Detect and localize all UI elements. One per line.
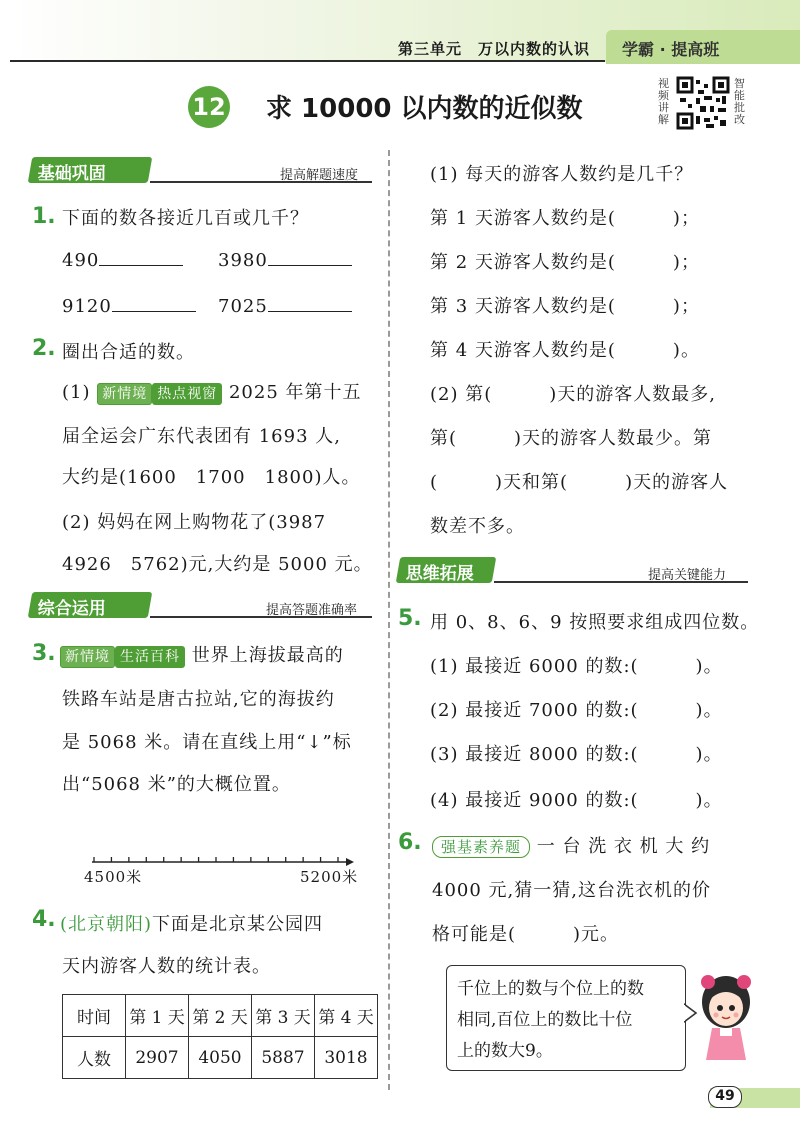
table-cell: 3018 [315, 1037, 378, 1079]
question-line [60, 641, 344, 668]
unit-label: 第三单元 万以内数的认识 [398, 40, 591, 58]
hint-line: 上的数大9。 [457, 1041, 553, 1061]
section-subtitle: 提高解题速度 [280, 168, 359, 183]
table-header: 第 4 天 [315, 995, 378, 1037]
question-text: 世界上海拔最高的 [191, 645, 344, 666]
answer-blank[interactable] [268, 248, 352, 266]
question-number: 1. [32, 204, 56, 229]
table-header: 第 3 天 [252, 995, 315, 1037]
question-text: 用 0、8、6、9 按照要求组成四位数。 [430, 612, 760, 633]
item-value: 3980 [218, 250, 268, 271]
item-value: 490 [62, 250, 100, 271]
table-cell: 5887 [252, 1037, 315, 1079]
question-text: 天内游客人数的统计表。 [62, 956, 271, 977]
section-banner-basic: 基础巩固 [28, 157, 153, 183]
table-header: 第 2 天 [189, 995, 252, 1037]
table-row [63, 995, 378, 1037]
question-text: 圈出合适的数。 [62, 342, 195, 363]
source-label: (北京朝阳) [60, 914, 153, 935]
page-number: 49 [708, 1086, 742, 1108]
tag-hot-topic: 热点视窗 [152, 383, 222, 405]
question-number: 5. [398, 606, 422, 631]
question-line [60, 910, 323, 936]
answer-blank[interactable] [112, 294, 196, 312]
table-header: 时间 [63, 995, 126, 1037]
fill-in-line[interactable]: 第 2 天游客人数约是( )； [430, 252, 700, 273]
lesson-title: 求 10000 以内数的近似数 [266, 94, 583, 124]
axis-start-label: 4500米 [84, 868, 143, 886]
fill-in-line[interactable]: (2) 最接近 7000 的数:( )。 [430, 700, 723, 721]
question-number: 6. [398, 830, 422, 855]
subquestion-line [62, 378, 362, 405]
hint-line: 相同,百位上的数比十位 [457, 1010, 633, 1030]
qr-code-icon[interactable] [676, 76, 730, 130]
question-text: 铁路车站是唐古拉站,它的海拔约 [62, 689, 335, 710]
fill-in-line[interactable]: 第( )天的游客人数最少。第 [430, 428, 713, 449]
item-value: 9120 [62, 296, 112, 317]
section-banner-apply: 综合运用 [28, 592, 153, 618]
table-row-label: 人数 [63, 1037, 126, 1079]
hint-bubble [446, 965, 686, 1071]
subquestion-text: (2) 妈妈在网上购物花了(3987 [62, 512, 327, 533]
question-text: 4000 元,猜一猜,这台洗衣机的价 [432, 880, 711, 901]
fill-in-line[interactable]: (3) 最接近 8000 的数:( )。 [430, 744, 723, 765]
answer-item [218, 248, 352, 271]
fill-in-line[interactable]: 格可能是( )元。 [432, 924, 620, 945]
subquestion-label: (1) [62, 382, 91, 403]
question-number: 3. [32, 641, 56, 666]
table-cell: 2907 [126, 1037, 189, 1079]
question-text: 是 5068 米。请在直线上用“↓”标 [62, 732, 352, 753]
tag-life-encyclopedia: 生活百科 [115, 646, 185, 668]
question-text: 出“5068 米”的大概位置。 [62, 774, 291, 795]
lesson-number-badge: 12 [188, 86, 230, 128]
choice-line[interactable]: 大约是(1600 1700 1800)人。 [62, 467, 361, 488]
tag-new-context: 新情境 [60, 646, 115, 668]
subquestion-text: 届全运会广东代表团有 1693 人, [62, 426, 341, 447]
subquestion-text: 2025 年第十五 [228, 382, 362, 403]
fill-in-line[interactable]: (1) 最接近 6000 的数:( )。 [430, 656, 723, 677]
answer-item [62, 294, 196, 317]
brand-label: 学霸 · 提高班 [622, 40, 720, 59]
question-text: 下面是北京某公园四 [152, 914, 324, 935]
item-value: 7025 [218, 296, 268, 317]
choice-line[interactable]: 4926 5762)元,大约是 5000 元。 [62, 554, 373, 575]
column-divider [388, 150, 390, 1090]
stats-table [62, 994, 378, 1079]
tag-core-literacy: 强基素养题 [432, 836, 530, 858]
axis-end-label: 5200米 [300, 868, 359, 886]
tag-new-context: 新情境 [97, 383, 152, 405]
section-subtitle: 提高关键能力 [648, 568, 727, 583]
fill-in-line[interactable]: 第 1 天游客人数约是( )； [430, 208, 700, 229]
fill-in-line[interactable]: ( )天和第( )天的游客人 [430, 472, 729, 493]
hint-line: 千位上的数与个位上的数 [457, 979, 644, 999]
question-text: 下面的数各接近几百或几千？ [62, 208, 309, 229]
answer-item [218, 294, 352, 317]
fill-in-line[interactable]: 第 3 天游客人数约是( )； [430, 296, 700, 317]
answer-item [62, 248, 183, 271]
qr-video-label: 视频讲解 [658, 77, 669, 126]
fill-in-line[interactable]: 第 4 天游客人数约是( )。 [430, 340, 700, 361]
section-banner-extend: 思维拓展 [396, 557, 497, 583]
qr-grading-label: 智能批改 [734, 77, 745, 126]
subquestion-text: 数差不多。 [430, 516, 525, 537]
question-number: 4. [32, 907, 56, 932]
fill-in-line[interactable]: (2) 第( )天的游客人数最多, [430, 384, 716, 405]
subquestion-text: (1) 每天的游客人数约是几千？ [430, 164, 694, 185]
answer-blank[interactable] [268, 294, 352, 312]
table-row [63, 1037, 378, 1079]
answer-blank[interactable] [99, 248, 183, 266]
question-line [432, 832, 710, 858]
section-subtitle: 提高答题准确率 [266, 603, 358, 618]
question-number: 2. [32, 336, 56, 361]
header-rule [10, 60, 605, 62]
question-text: 一 台 洗 衣 机 大 约 [536, 836, 711, 857]
table-header: 第 1 天 [126, 995, 189, 1037]
table-cell: 4050 [189, 1037, 252, 1079]
fill-in-line[interactable]: (4) 最接近 9000 的数:( )。 [430, 790, 723, 811]
cartoon-girl-icon [696, 972, 756, 1066]
